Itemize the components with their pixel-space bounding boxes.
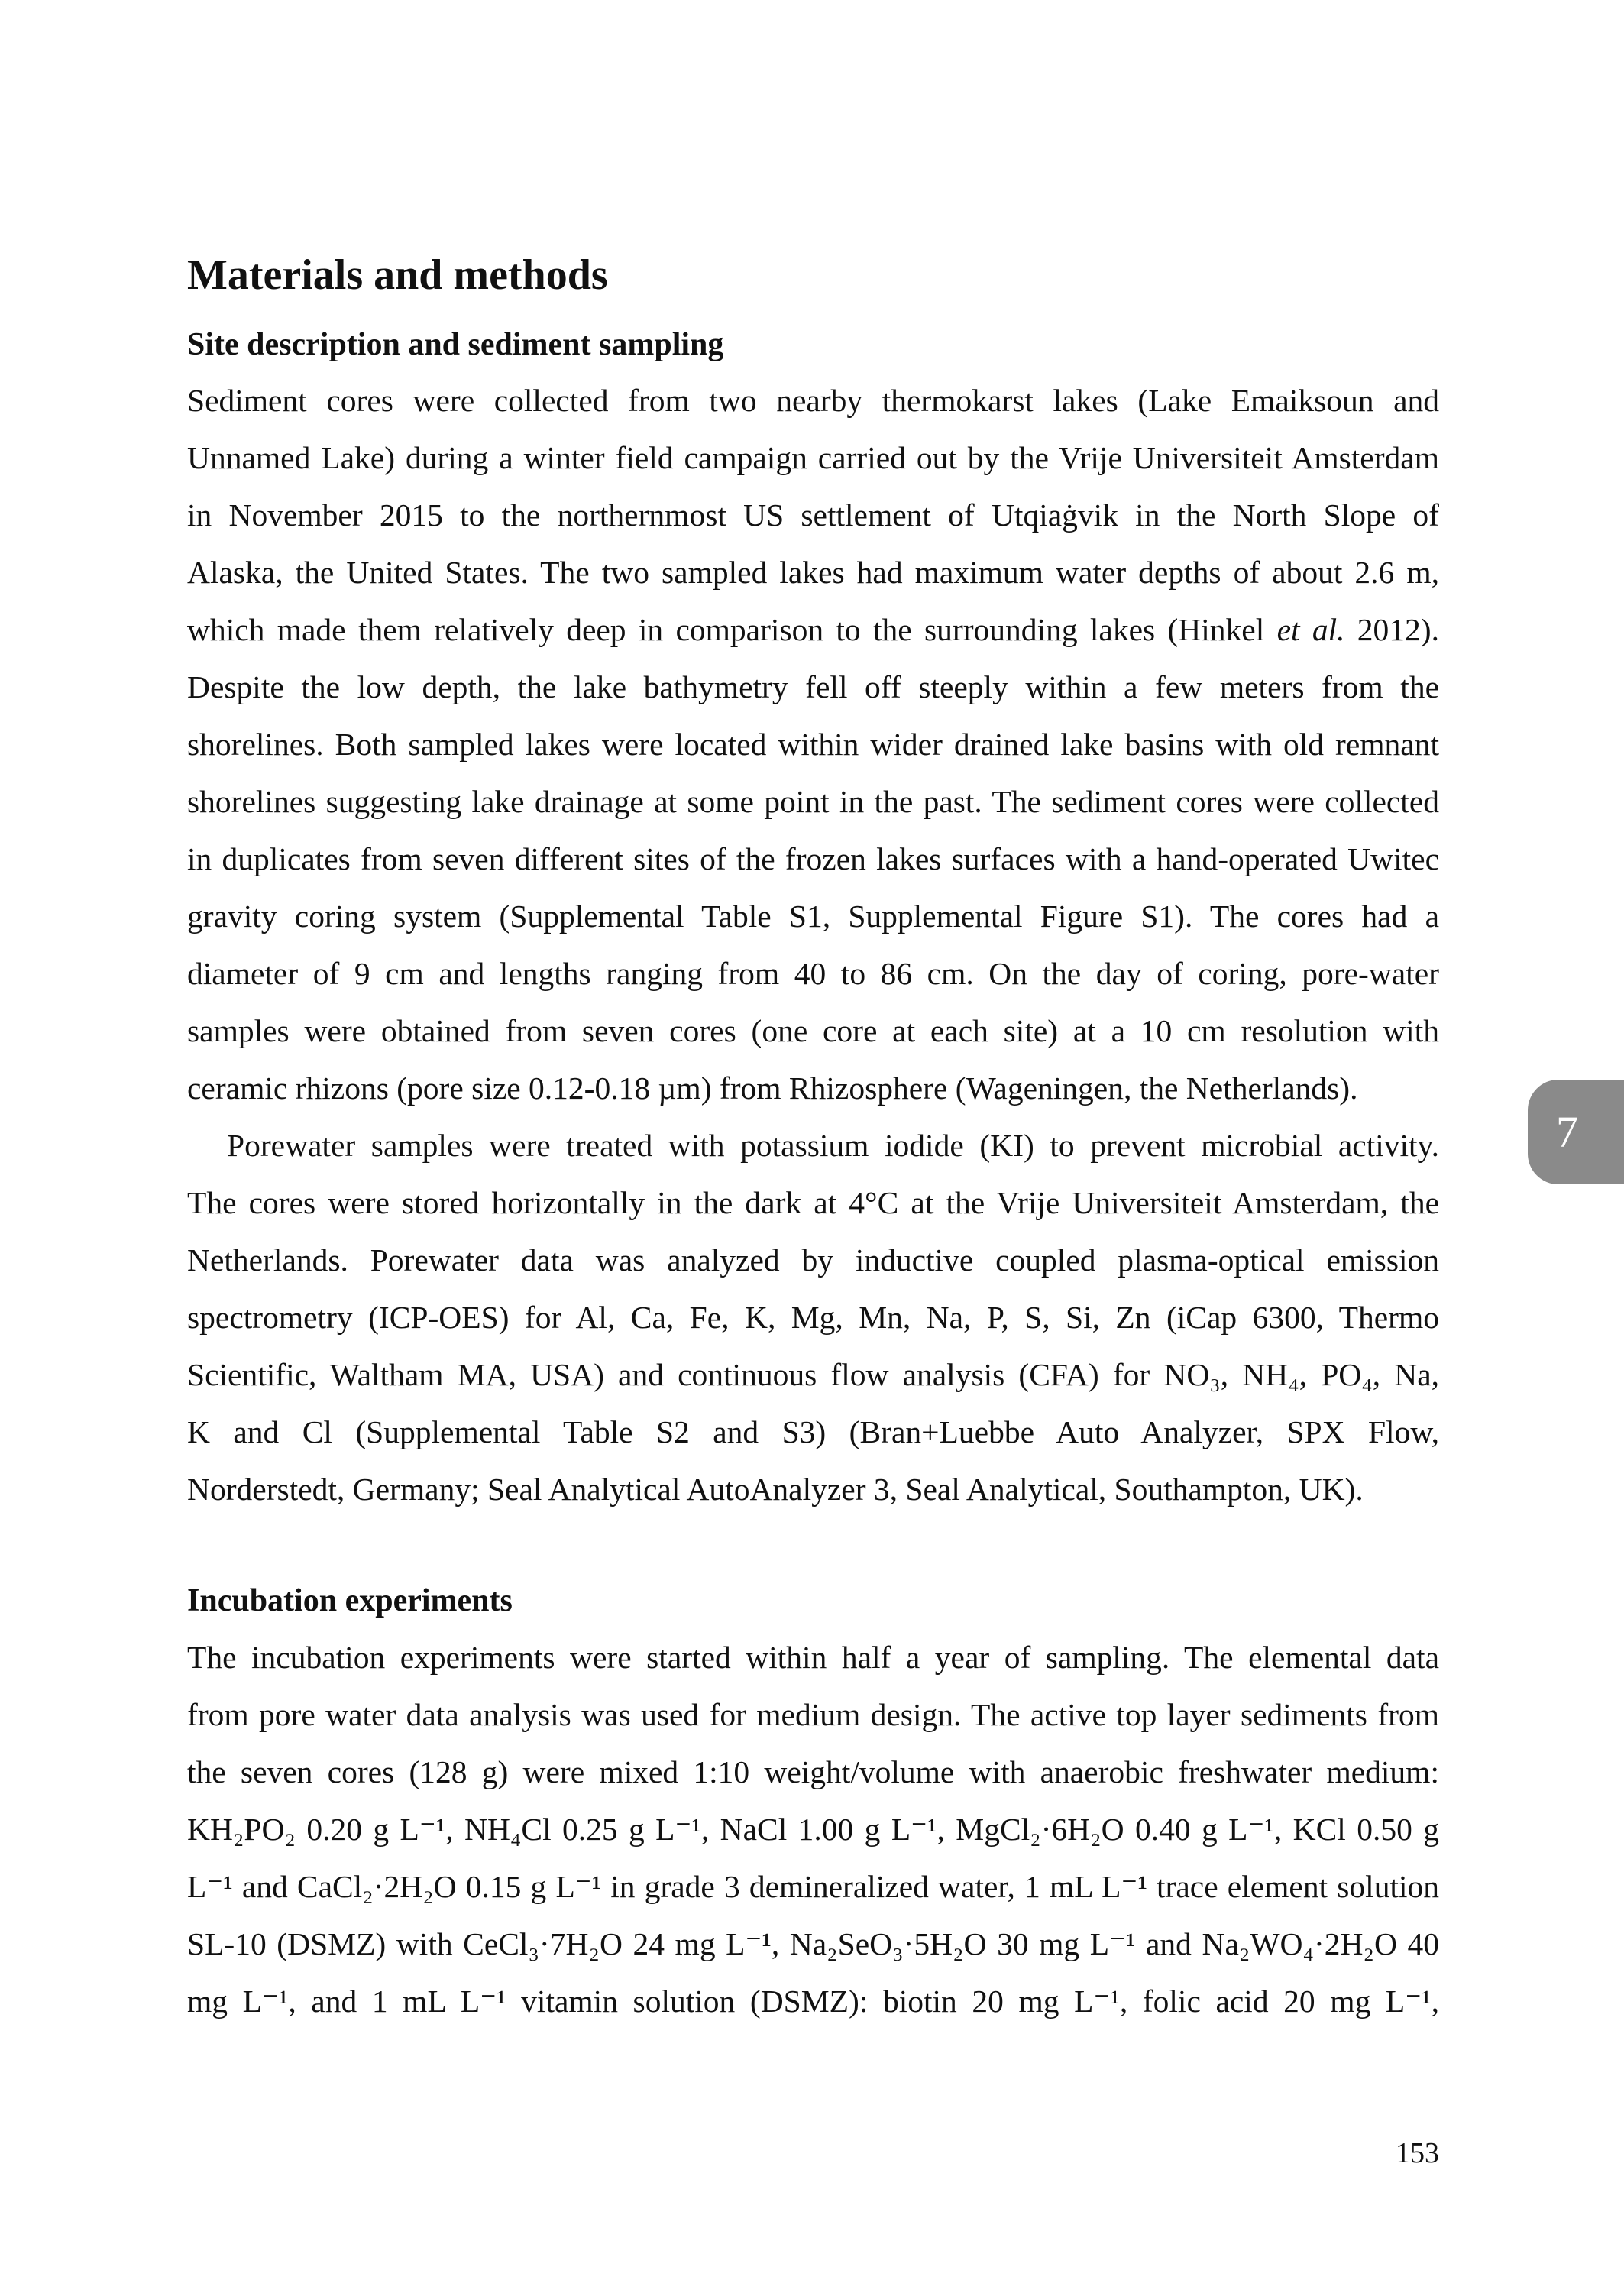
paragraph-incubation [187,1629,1439,2030]
text-line: Sediment cores were collected from two nearby thermokarst lakes (Lake Emaiksoun and [187,383,1439,418]
text-line: in November 2015 to the northernmost US settlement of Utqiaġvik in the North Slope of [187,497,1439,533]
text-line: Alaska, the United States. The two sampled lakes had maximum water depths of about 2.6 m, [187,555,1439,590]
text-line: shorelines. Both sampled lakes were located within wider drained lake basins with old remnant [187,727,1439,762]
text-line: Norderstedt, Germany; Seal Analytical AutoAnalyzer 3, Seal Analytical, Southampton, UK). [187,1472,1364,1507]
text-line: The cores were stored horizontally in the dark at 4°C at the Vrije Universiteit Amsterdam, the [187,1185,1439,1220]
text-line: ceramic rhizons (pore size 0.12-0.18 µm) from Rhizosphere (Wageningen, the Netherlands). [187,1070,1358,1106]
text-line: Despite the low depth, the lake bathymetry fell off steeply within a few meters from the [187,669,1439,704]
text-line: in duplicates from seven different sites of the frozen lakes surfaces with a hand-operated Uwitec [187,841,1439,876]
text-line: from pore water data analysis was used for medium design. The active top layer sediments from [187,1697,1439,1732]
text-line: the seven cores (128 g) were mixed 1:10 weight/volume with anaerobic freshwater medium: [187,1754,1439,1789]
text-line: Porewater samples were treated with potassium iodide (KI) to prevent microbial activity. [227,1128,1439,1163]
subsection-title-incubation: Incubation experiments [187,1583,513,1618]
text-line: mg L⁻¹, and 1 mL L⁻¹ vitamin solution (DSMZ): biotin 20 mg L⁻¹, folic acid 20 mg L⁻¹, [187,1984,1439,2019]
section-heading: Materials and methods [187,251,608,299]
chapter-tab: 7 [1528,1080,1624,1184]
paragraph-site-description [187,372,1439,1117]
text-line: The incubation experiments were started within half a year of sampling. The elemental data [187,1640,1439,1675]
text-line: Scientific, Waltham MA, USA) and continuous flow analysis (CFA) for NO₃, NH₄, PO₄, Na, [187,1357,1439,1392]
text-line: samples were obtained from seven cores (one core at each site) at a 10 cm resolution with [187,1013,1439,1048]
page-number: 153 [1396,2137,1439,2169]
text-line: diameter of 9 cm and lengths ranging from 40 to 86 cm. On the day of coring, pore-water [187,956,1439,991]
text-line: gravity coring system (Supplemental Table S1, Supplemental Figure S1). The cores had a [187,899,1439,934]
subsection-title-site-description: Site description and sediment sampling [187,327,724,362]
text-line: spectrometry (ICP-OES) for Al, Ca, Fe, K, Mg, Mn, Na, P, S, Si, Zn (iCap 6300, Thermo [187,1300,1439,1335]
text-line: KH₂PO₂ 0.20 g L⁻¹, NH₄Cl 0.25 g L⁻¹, NaCl 1.00 g L⁻¹, MgCl₂·6H₂O 0.40 g L⁻¹, KCl 0.50 g [187,1812,1439,1847]
text-line: Unnamed Lake) during a winter field campaign carried out by the Vrije Universiteit Amsterdam [187,440,1439,475]
text-line [187,601,1439,659]
text-line: K and Cl (Supplemental Table S2 and S3) (Bran+Luebbe Auto Analyzer, SPX Flow, [187,1414,1439,1449]
text-line: shorelines suggesting lake drainage at some point in the past. The sediment cores were collected [187,784,1439,819]
paragraph-porewater [187,1117,1439,1518]
text-segment: which made them relatively deep in comparison to the surrounding lakes (Hinkel [187,612,1277,647]
text-line: Netherlands. Porewater data was analyzed by inductive coupled plasma-optical emission [187,1242,1439,1278]
text-line: SL-10 (DSMZ) with CeCl₃·7H₂O 24 mg L⁻¹, Na₂SeO₃·5H₂O 30 mg L⁻¹ and Na₂WO₄·2H₂O 40 [187,1926,1439,1961]
text-segment: 2012). [1344,612,1439,647]
italic-text: et al. [1276,612,1345,647]
text-line: L⁻¹ and CaCl₂·2H₂O 0.15 g L⁻¹ in grade 3 demineralized water, 1 mL L⁻¹ trace element solution [187,1869,1439,1904]
